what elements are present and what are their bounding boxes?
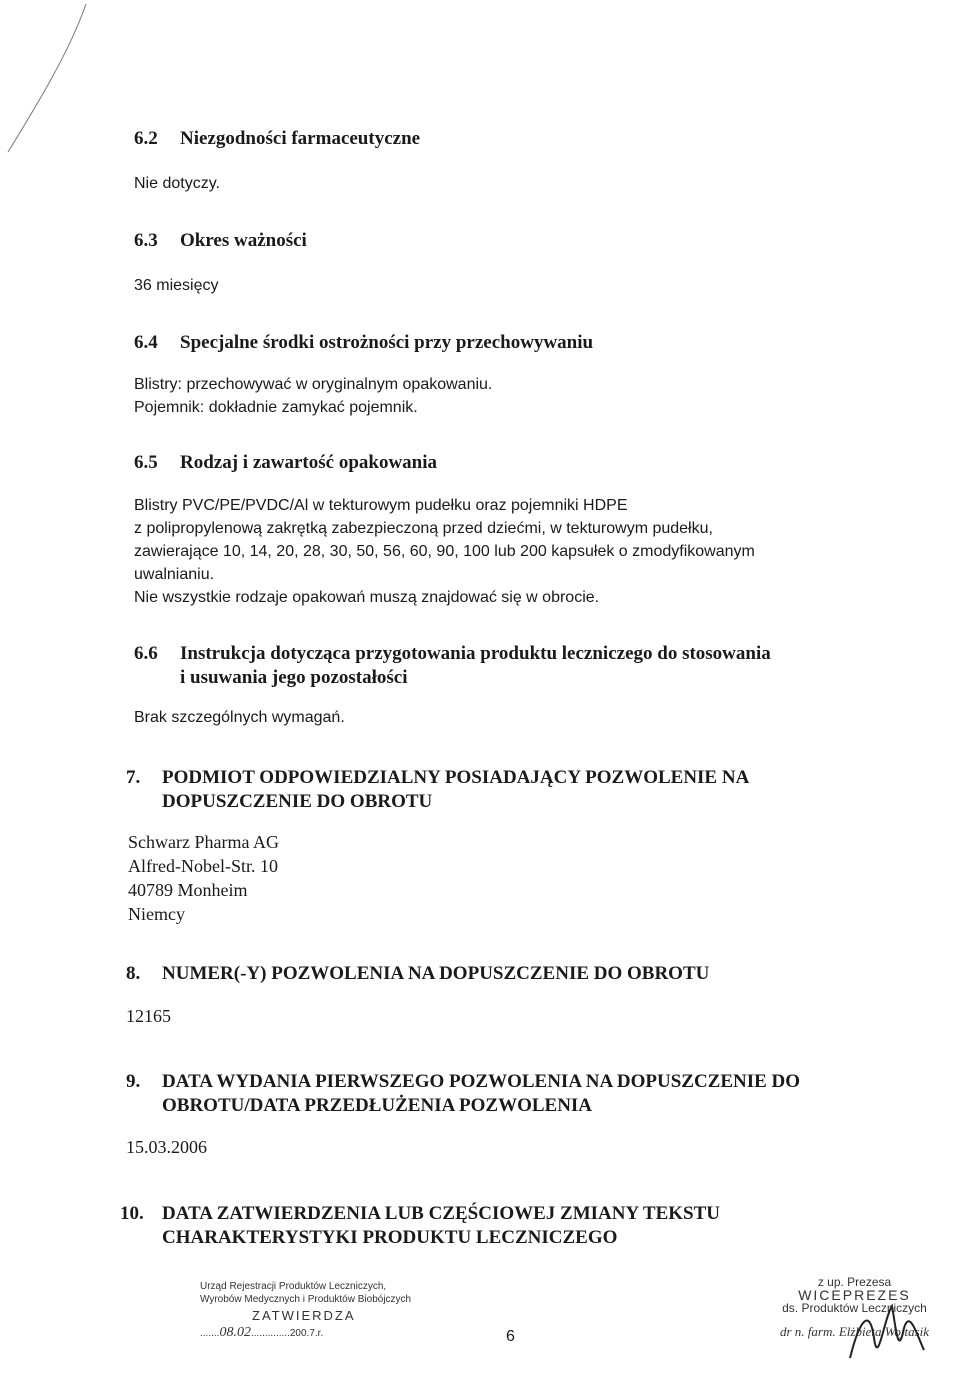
section-8-text: 12165 xyxy=(126,1006,171,1026)
section-6-4-text: Blistry: przechowywać w oryginalnym opakowaniu. Pojemnik: dokładnie zamykać pojemnik. xyxy=(134,376,493,416)
section-9-text: 15.03.2006 xyxy=(126,1137,207,1157)
signature-stamp: z up. Prezesa WICEPREZES ds. Produktów Leczniczych dr n. farm. Elżbieta Wojtasik xyxy=(779,1275,930,1339)
section-6-3-text: 36 miesięcy xyxy=(134,277,219,294)
pen-mark xyxy=(0,0,100,160)
section-7-address: Schwarz Pharma AG Alfred-Nobel-Str. 10 40789 Monheim Niemcy xyxy=(128,832,279,924)
section-6-6-text: Brak szczególnych wymagań. xyxy=(134,709,345,726)
handwritten-signature xyxy=(840,1298,930,1376)
approval-stamp: Urząd Rejestracji Produktów Leczniczych, Wyrobów Medycznych i Produktów Biobójczych ZATWIERDZA .......08.02..............200.7.r. xyxy=(200,1281,412,1340)
page-number: 6 xyxy=(506,1328,515,1345)
section-6-6-heading: 6.6 Instrukcja dotycząca przygotowania produktu leczniczego do stosowania i usuwania jego pozostałości xyxy=(134,643,771,688)
section-6-5-heading: 6.5 Rodzaj i zawartość opakowania xyxy=(134,452,438,473)
section-8-heading: 8. NUMER(-Y) POZWOLENIA NA DOPUSZCZENIE DO OBROTU xyxy=(126,963,710,984)
section-6-5-text: Blistry PVC/PE/PVDC/Al w tekturowym pudełku oraz pojemniki HDPE z polipropylenową zakrętką zabezpieczoną przed dziećmi, w tekturowym pudełku, zawierające 10, 14, 20, 28, 30, 50, 56, 60, 90, 100 lub 200 kapsułek o zmodyfikowanym uwalnianiu. Nie wszystkie rodzaje opakowań muszą znajdować się w obrocie. xyxy=(134,497,755,606)
section-6-3-heading: 6.3 Okres ważności xyxy=(134,230,307,251)
section-6-2-heading: 6.2 Niezgodności farmaceutyczne xyxy=(134,128,421,149)
section-10-heading: 10. DATA ZATWIERDZENIA LUB CZĘŚCIOWEJ ZMIANY TEKSTU CHARAKTERYSTYKI PRODUKTU LECZNICZEGO xyxy=(120,1203,720,1248)
section-6-2-text: Nie dotyczy. xyxy=(134,175,220,192)
section-9-heading: 9. DATA WYDANIA PIERWSZEGO POZWOLENIA NA DOPUSZCZENIE DO OBROTU/DATA PRZEDŁUŻENIA POZWOLENIA xyxy=(126,1071,801,1116)
section-6-4-heading: 6.4 Specjalne środki ostrożności przy przechowywaniu xyxy=(134,332,594,353)
section-7-heading: 7. PODMIOT ODPOWIEDZIALNY POSIADAJĄCY POZWOLENIE NA DOPUSZCZENIE DO OBROTU xyxy=(126,767,750,812)
